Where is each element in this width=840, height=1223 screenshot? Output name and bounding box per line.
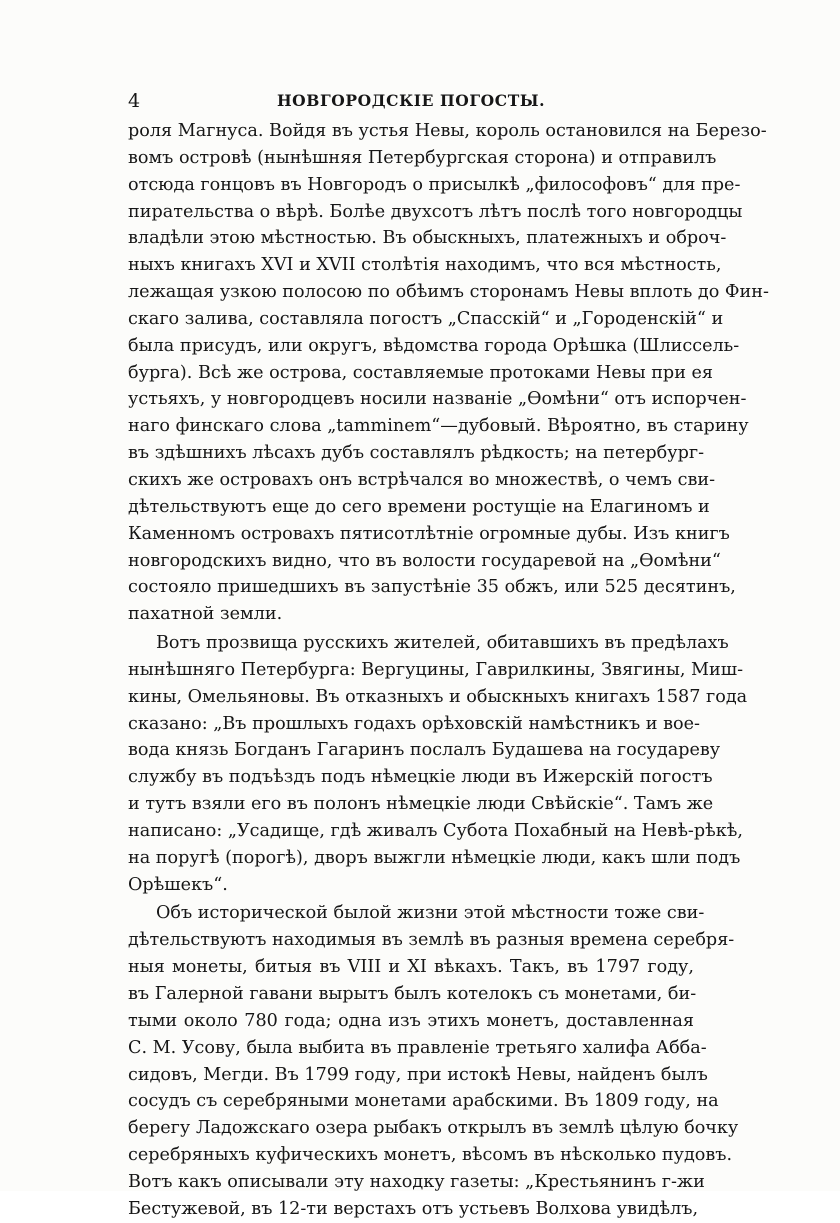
text-line: С. М. Усову, была выбита въ правленіе третьяго халифа Абба-: [128, 1037, 707, 1058]
text-line: Объ исторической былой жизни этой мѣстности тоже сви-: [156, 903, 705, 924]
text-line: службу въ подъѣздъ подъ нѣмецкіе люди въ Ижерскій погостъ: [128, 767, 713, 788]
text-line: владѣли этою мѣстностью. Въ обыскныхъ, платежныхъ и оброч-: [128, 228, 727, 249]
text-line: Орѣшекъ“.: [128, 874, 228, 895]
text-line: роля Магнуса. Войдя въ устья Невы, король остановился на Березо-: [128, 121, 767, 141]
text-line: дѣтельствуютъ находимыя въ землѣ въ разныя времена серебря-: [128, 930, 735, 951]
text-line: сосудъ съ серебряными монетами арабскими. Въ 1809 году, на: [128, 1091, 719, 1112]
text-line: пирательства о вѣрѣ. Болѣе двухсотъ лѣтъ послѣ того новгородцы: [128, 201, 743, 222]
running-head: [128, 88, 694, 114]
text-line: Каменномъ островахъ пятисотлѣтніе огромные дубы. Изъ книгъ: [128, 523, 730, 544]
text-line: была присудъ, или округъ, вѣдомства города Орѣшка (Шлиссель-: [128, 335, 740, 356]
text-line: на поругѣ (порогѣ), дворъ выжгли нѣмецкіе люди, какъ шли подъ: [128, 847, 741, 868]
running-title: НОВГОРОДСКІЕ ПОГОСТЫ.: [276, 91, 546, 110]
text-line: вомъ островѣ (нынѣшняя Петербургская сторона) и отправилъ: [128, 147, 717, 168]
text-line: дѣтельствуютъ еще до сего времени ростущіе на Елагиномъ и: [128, 496, 710, 517]
text-line: сидовъ, Мегди. Въ 1799 году, при истокѣ Невы, найденъ былъ: [128, 1064, 708, 1085]
text-line: берегу Ладожскаго озера рыбакъ открылъ въ землѣ цѣлую бочку: [128, 1118, 739, 1139]
text-line: серебряныхъ куфическихъ монетъ, вѣсомъ въ нѣсколько пудовъ.: [128, 1145, 733, 1166]
page-number: 4: [128, 90, 141, 112]
text-line: бурга). Всѣ же острова, составляемые протоками Невы при ея: [128, 362, 714, 383]
text-line: устьяхъ, у новгородцевъ носили названіе „Ѳомѣни“ отъ испорчен-: [128, 389, 747, 410]
text-line: въ Галерной гавани вырытъ былъ котелокъ съ монетами, би-: [128, 984, 697, 1004]
text-line: ныя монеты, битыя въ VIII и XI вѣкахъ. Такъ, въ 1797 году,: [128, 957, 694, 978]
text-line: тыми около 780 года; одна изъ этихъ монетъ, доставленная: [128, 1010, 694, 1031]
text-line: нынѣшняго Петербурга: Вергуцины, Гаврилкины, Звягины, Миш-: [128, 659, 744, 680]
text-line: Вотъ какъ описывали эту находку газеты: „Крестьянинъ г-жи: [128, 1171, 705, 1192]
text-line: пахатной земли.: [128, 604, 283, 625]
body-text: [128, 118, 769, 1223]
text-line: лежащая узкою полосою по обѣимъ сторонамъ Невы вплоть до Фин-: [128, 282, 769, 303]
text-line: кины, Омельяновы. Въ отказныхъ и обыскныхъ книгахъ 1587 года: [128, 686, 748, 707]
text-line: наго финскаго слова „tamminem“—дубовый. Вѣроятно, въ старину: [128, 416, 749, 437]
text-line: ныхъ книгахъ XVI и XVII столѣтія находимъ, что вся мѣстность,: [128, 255, 722, 276]
text-line: и тутъ взяли его въ полонъ нѣмецкіе люди Свѣйскіе“. Тамъ же: [128, 794, 714, 815]
text-line: Вотъ прозвища русскихъ жителей, обитавшихъ въ предѣлахъ: [156, 633, 729, 654]
text-line: скаго залива, составляла погостъ „Спасскій“ и „Городенскій“ и: [128, 308, 724, 329]
text-line: скихъ же островахъ онъ встрѣчался во множествѣ, о чемъ сви-: [128, 469, 716, 490]
text-line: вода князь Богданъ Гагаринъ послалъ Будашева на государеву: [128, 740, 721, 761]
text-line: Бестужевой, въ 12-ти верстахъ отъ устьевъ Волхова увидѣлъ,: [128, 1198, 699, 1219]
text-line: сказано: „Въ прошлыхъ годахъ орѣховскій намѣстникъ и вое-: [128, 713, 700, 734]
text-line: отсюда гонцовъ въ Новгородъ о присылкѣ „философовъ“ для пре-: [128, 174, 741, 195]
text-line: въ здѣшнихъ лѣсахъ дубъ составлялъ рѣдкость; на петербург-: [128, 443, 705, 464]
text-line: состояло пришедшихъ въ запустѣніе 35 обжъ, или 525 десятинъ,: [128, 577, 736, 598]
text-line: написано: „Усадище, гдѣ живалъ Субота Похабный на Невѣ-рѣкѣ,: [128, 820, 743, 841]
text-line: новгородскихъ видно, что въ волости государевой на „Ѳомѣни“: [128, 550, 721, 571]
